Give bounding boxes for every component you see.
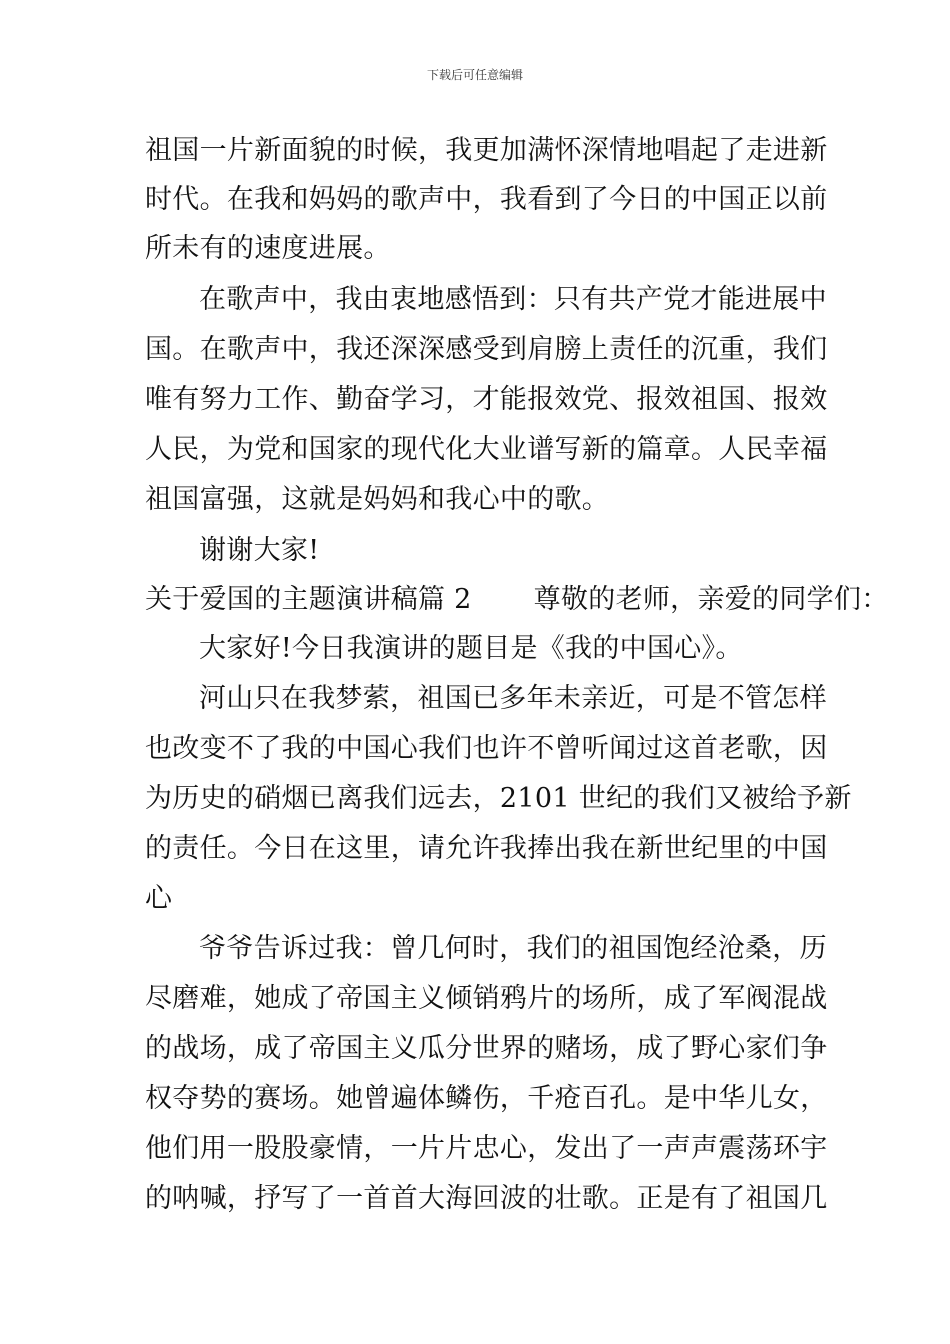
- salutation: 尊敬的老师，亲爱的同学们：: [533, 584, 889, 615]
- text-line: 也改变不了我的中国心我们也许不曾听闻过这首老歌，因: [145, 733, 828, 764]
- page-header: 下载后可任意编辑: [426, 68, 523, 82]
- text-line: 的战场，成了帝国主义瓜分世界的赌场，成了野心家们争: [145, 1033, 828, 1064]
- text-line: 为历史的硝烟已离我们远去，2101 世纪的我们又被给予新: [145, 783, 852, 814]
- text-line: 在歌声中，我由衷地感悟到：只有共产党才能进展中: [199, 284, 827, 315]
- text-line: 所未有的速度进展。: [145, 233, 391, 264]
- text-line: 唯有努力工作、勤奋学习，才能报效党、报效祖国、报效: [145, 384, 828, 415]
- text-line: 国。在歌声中，我还深深感受到肩膀上责任的沉重，我们: [145, 334, 828, 365]
- text-line: 心: [145, 883, 173, 914]
- text-line: 权夺势的赛场。她曾遍体鳞伤，千疮百孔。是中华儿女，: [145, 1083, 828, 1114]
- text-line: 祖国富强，这就是妈妈和我心中的歌。: [145, 484, 610, 515]
- section-title: 关于爱国的主题演讲稿篇 2: [145, 584, 472, 615]
- section-title-line: [145, 586, 889, 613]
- text-line: 谢谢大家!: [199, 535, 320, 566]
- text-line: 时代。在我和妈妈的歌声中，我看到了今日的中国正以前: [145, 184, 828, 215]
- text-line: 祖国一片新面貌的时候，我更加满怀深情地唱起了走进新: [145, 135, 828, 166]
- text-line: 他们用一股股豪情，一片片忠心，发出了一声声震荡环宇: [145, 1133, 828, 1164]
- text-line: 大家好!今日我演讲的题目是《我的中国心》。: [199, 633, 743, 664]
- text-line: 的呐喊，抒写了一首首大海回波的壮歌。正是有了祖国几: [145, 1183, 828, 1214]
- text-line: 尽磨难，她成了帝国主义倾销鸦片的场所，成了军阀混战: [145, 983, 828, 1014]
- text-line: 爷爷告诉过我：曾几何时，我们的祖国饱经沧桑，历: [199, 933, 827, 964]
- text-line: 人民，为党和国家的现代化大业谱写新的篇章。人民幸福: [145, 434, 828, 465]
- text-line: 的责任。今日在这里，请允许我捧出我在新世纪里的中国: [145, 833, 828, 864]
- text-line: 河山只在我梦萦，祖国已多年未亲近，可是不管怎样: [199, 683, 827, 714]
